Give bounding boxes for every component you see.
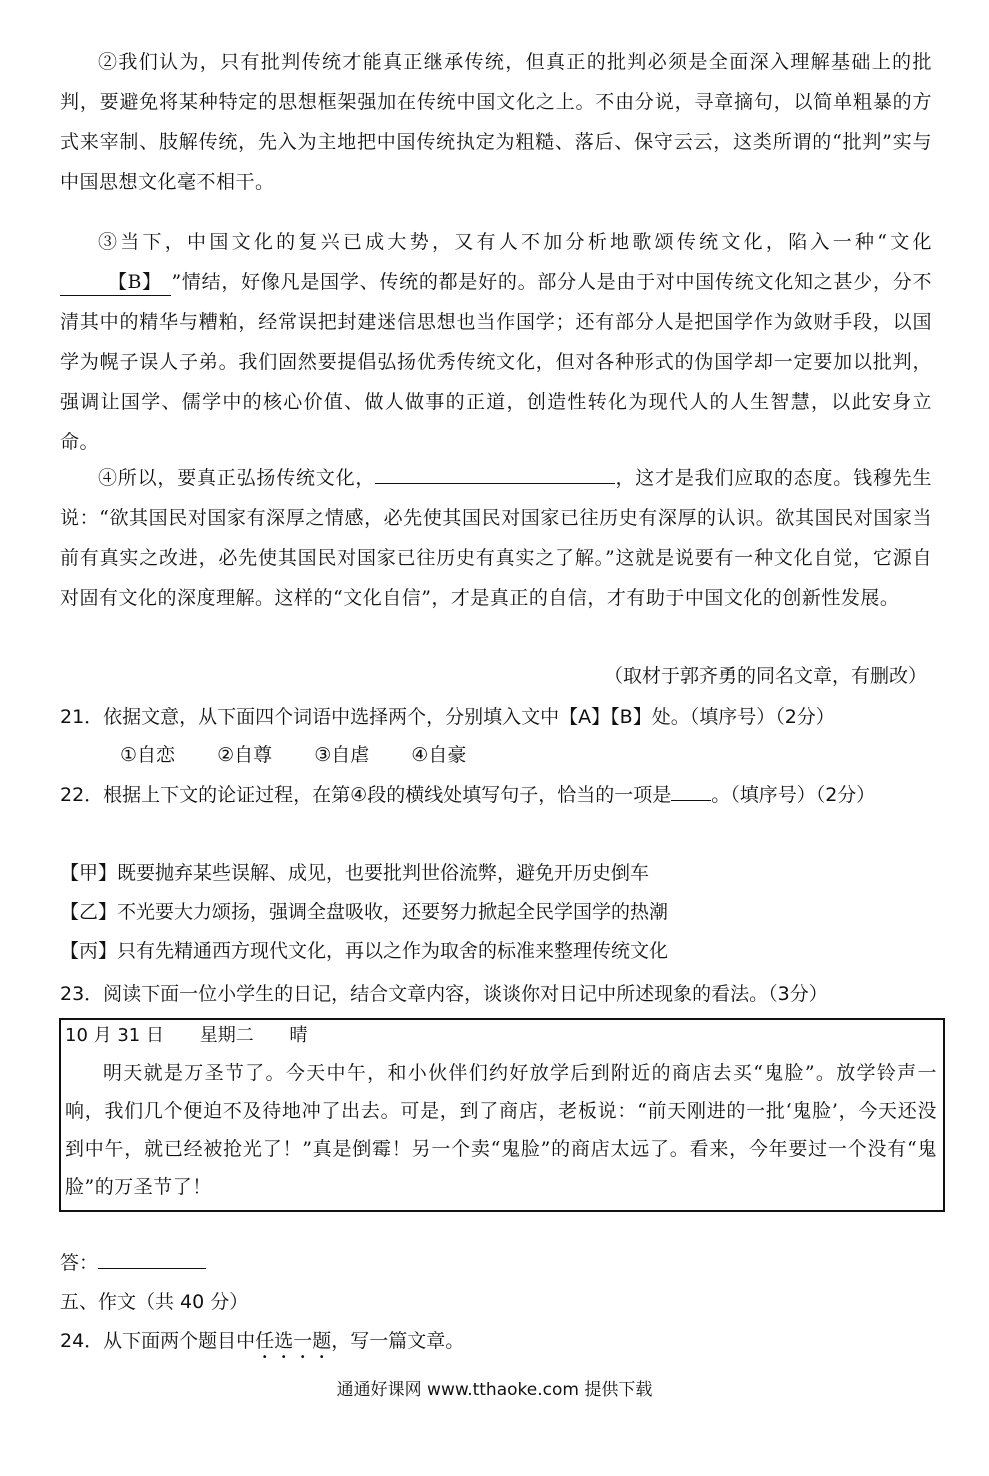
question-24-text-b: ，写一篇文章。 <box>331 1330 465 1352</box>
diary-box <box>59 1018 945 1212</box>
question-22 <box>60 776 934 814</box>
blank-b-label: 【B】 <box>108 271 162 293</box>
paragraph-2-text: ②我们认为，只有批判传统才能真正继承传统，但真正的批判必须是全面深入理解基础上的批判，要避免将某种特定的思想框架强加在传统中国文化之上。不由分说，寻章摘句，以简单粗暴的方式来宰制、肢解传统，先入为主地把中国传统执定为粗糙、落后、保守云云，这类所谓的“批判”实与中国思想文化毫不相干。 <box>60 51 932 193</box>
fill-in-blank-line[interactable] <box>375 461 615 484</box>
question-24 <box>60 1322 934 1363</box>
question-23: 23．阅读下面一位小学生的日记，结合文章内容，谈谈你对日记中所述现象的看法。（3分） <box>60 983 828 1005</box>
answer-blank-22[interactable] <box>671 782 711 801</box>
paragraph-2 <box>60 42 932 202</box>
choice-yi: 【乙】不光要大力颂扬，强调全盘吸收，还要努力掀起全民学国学的热潮 <box>60 901 669 923</box>
paragraph-4-text-a: ④所以，要真正弘扬传统文化， <box>98 467 376 489</box>
diary-weekday: 星期二 <box>199 1025 254 1046</box>
paragraph-4 <box>60 458 932 618</box>
source-note: （取材于郭齐勇的同名文章，有删改） <box>603 665 927 687</box>
question-22-text-a: 22．根据上下文的论证过程，在第④段的横线处填写句子，恰当的一项是 <box>60 784 672 806</box>
paragraph-3 <box>60 222 932 462</box>
diary-weather: 晴 <box>289 1025 308 1046</box>
question-24-emphasis: 任选一题 <box>255 1330 332 1352</box>
section-5-title: 五、作文（共 40 分） <box>60 1291 249 1313</box>
question-21-options <box>120 737 502 773</box>
diary-date: 10 月 31 日 <box>65 1025 164 1046</box>
option-2: ②自尊 <box>217 744 273 766</box>
question-22-text-b: 。（填序号）（2分） <box>711 784 876 806</box>
diary-body: 明天就是万圣节了。今天中午，和小伙伴们约好放学后到附近的商店去买“鬼脸”。放学铃声一响，我们几个便迫不及待地冲了出去。可是，到了商店，老板说：“前天刚进的一批‘鬼脸’，今天还没到中午，就已经被抢光了！”真是倒霉！另一个卖“鬼脸”的商店太远了。看来，今年要过一个没有“鬼脸”的万圣节了！ <box>65 1062 937 1198</box>
blank-b <box>60 269 171 296</box>
choice-jia: 【甲】既要抛弃某些误解、成见，也要批判世俗流弊，避免开历史倒车 <box>60 862 650 884</box>
diary-header <box>65 1022 337 1050</box>
choice-bing: 【丙】只有先精通西方现代文化，再以之作为取舍的标准来整理传统文化 <box>60 940 669 962</box>
option-1: ①自恋 <box>120 744 176 766</box>
footer-watermark: 通通好课网 www.tthaoke.com 提供下载 <box>336 1380 653 1400</box>
answer-blank-23[interactable] <box>98 1250 206 1269</box>
answer-label: 答： <box>60 1252 99 1274</box>
paragraph-4-text-b: ，这才是我们应取的态度。钱穆先生说：“欲其国民对国家有深厚之情感，必先使其国民对国家已往历史有深厚的认识。欲其国民对国家当前有真实之改进，必先使其国民对国家已往历史有真实之了解。”这就是说要有一种文化自觉，它源自对固有文化的深度理解。这样的“文化自信”，才是真正的自信，才有助于中国文化的创新性发展。 <box>60 467 932 609</box>
answer-line-23 <box>60 1244 934 1282</box>
question-24-text-a: 24．从下面两个题目中 <box>60 1330 256 1352</box>
option-4: ④自豪 <box>411 744 467 766</box>
question-21: 21．依据文意，从下面四个词语中选择两个，分别填入文中【A】【B】处。（填序号）（2分） <box>60 706 835 728</box>
paragraph-3-text-a: ③当下，中国文化的复兴已成大势，又有人不加分析地歌颂传统文化，陷入一种“文化 <box>98 231 932 253</box>
option-3: ③自虐 <box>314 744 370 766</box>
paragraph-3-text-b: ”情结，好像凡是国学、传统的都是好的。部分人是由于对中国传统文化知之甚少，分不清其中的精华与糟粕，经常误把封建迷信思想也当作国学；还有部分人是把国学作为敛财手段，以国学为幌子误人子弟。我们固然要提倡弘扬优秀传统文化，但对各种形式的伪国学却一定要加以批判，强调让国学、儒学中的核心价值、做人做事的正道，创造性转化为现代人的人生智慧，以此安身立命。 <box>60 271 932 453</box>
